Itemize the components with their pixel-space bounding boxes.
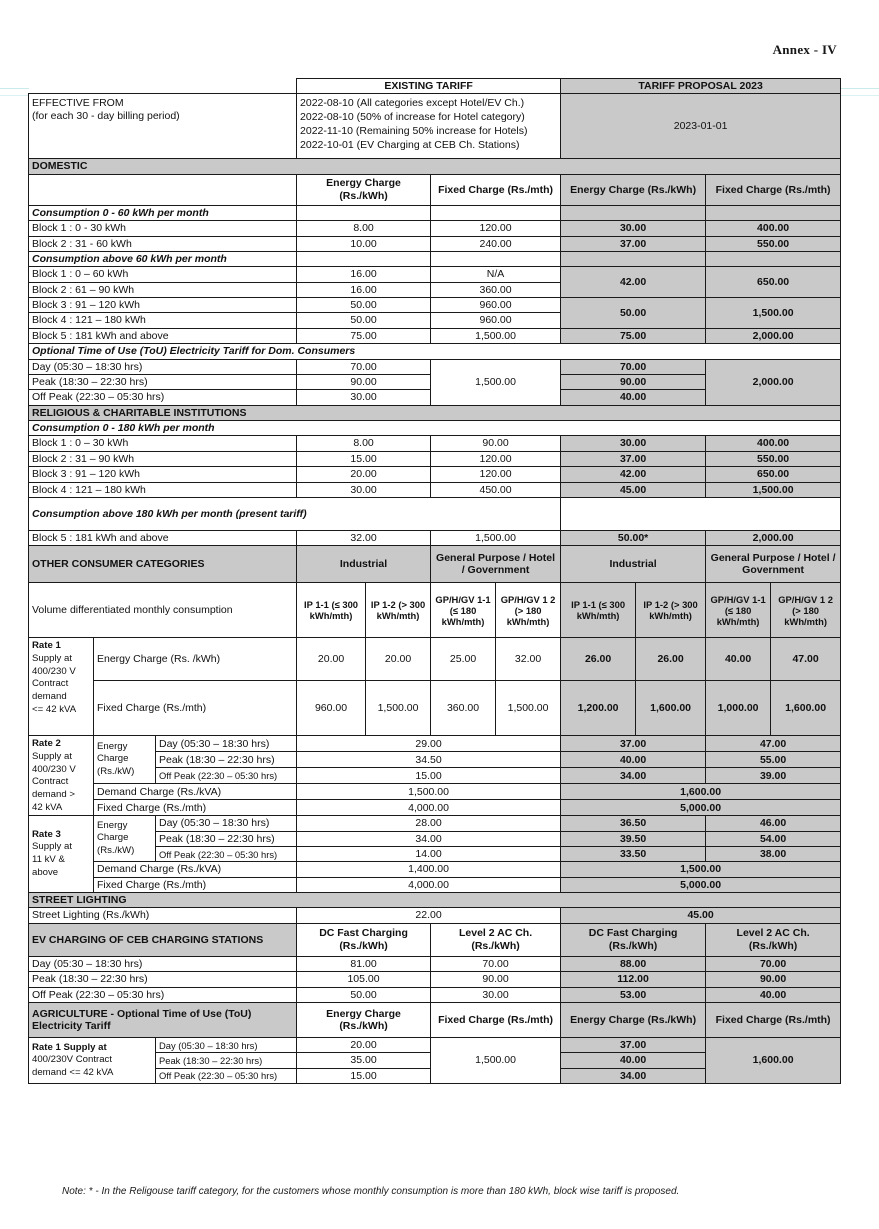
col-level2-proposal bbox=[706, 923, 841, 956]
rate1-label-line3: 400/230 V bbox=[32, 665, 76, 677]
value-old: 4,000.00 bbox=[297, 877, 561, 892]
group-title-tou-domestic: Optional Time of Use (ToU) Electricity Tariff for Dom. Consumers bbox=[29, 344, 841, 359]
rate2-label-line2: Supply at bbox=[32, 750, 73, 762]
energy-old: 50.00 bbox=[297, 298, 431, 313]
subcol-gp12-existing: GP/H/GV 1 2 (> 180 kWh/mth) bbox=[496, 583, 561, 638]
ac-old: 90.00 bbox=[431, 972, 561, 987]
section-title-street-lighting: STREET LIGHTING bbox=[29, 893, 841, 908]
effective-from-cell bbox=[29, 94, 297, 159]
energy-new: 50.00* bbox=[561, 530, 706, 545]
rate3-label-line1: Rate 3 bbox=[32, 828, 61, 840]
value-new: 45.00 bbox=[561, 908, 841, 923]
subcol-gp12-proposal: GP/H/GV 1 2 (> 180 kWh/mth) bbox=[771, 583, 841, 638]
fixed-old: 1,500.00 bbox=[431, 530, 561, 545]
row-label: Off Peak (22:30 – 05:30 hrs) bbox=[29, 390, 297, 405]
row-label: Day (05:30 – 18:30 hrs) bbox=[156, 816, 297, 831]
section-religious-row bbox=[29, 405, 841, 420]
table-row bbox=[29, 956, 841, 971]
row-label: Block 3 : 91 – 120 kWh bbox=[29, 298, 297, 313]
row-label: Peak (18:30 – 22:30 hrs) bbox=[156, 831, 297, 846]
rate2-label-line1: Rate 2 bbox=[32, 738, 61, 750]
fixed-new: 550.00 bbox=[706, 236, 841, 251]
energy-old: 30.00 bbox=[297, 390, 431, 405]
dc-old: 105.00 bbox=[297, 972, 431, 987]
effective-from-sub: (for each 30 - day billing period) bbox=[32, 109, 180, 122]
header-existing-gp: General Purpose / Hotel / Government bbox=[431, 546, 561, 583]
row-label: Block 2 : 31 – 90 kWh bbox=[29, 451, 297, 466]
row-label: Off Peak (22:30 – 05:30 hrs) bbox=[29, 987, 297, 1002]
row-label: Day (05:30 – 18:30 hrs) bbox=[29, 956, 297, 971]
header-tariff-proposal: TARIFF PROPOSAL 2023 bbox=[561, 79, 841, 94]
street-lighting-row bbox=[29, 908, 841, 923]
table-header-row bbox=[29, 79, 841, 94]
energy-old: 10.00 bbox=[297, 236, 431, 251]
existing-date: 2022-10-01 (EV Charging at CEB Ch. Stations) bbox=[300, 138, 520, 151]
energy-new: 30.00 bbox=[561, 436, 706, 451]
row-label: Block 2 : 31 - 60 kWh bbox=[29, 236, 297, 251]
effective-from-row bbox=[29, 94, 841, 159]
value-new-industrial: 33.50 bbox=[561, 846, 706, 861]
footnote: Note: * - In the Religouse tariff category, for the customers whose monthly consumption is more than 180 kWh, block wise tariff is proposed. bbox=[62, 1186, 680, 1197]
fixed-new: 650.00 bbox=[706, 467, 841, 482]
spacer-cell bbox=[431, 205, 561, 220]
value-new-industrial: 40.00 bbox=[561, 752, 706, 768]
header-spacer bbox=[29, 79, 297, 94]
table-row bbox=[29, 530, 841, 545]
section-title-ev-charging: EV CHARGING OF CEB CHARGING STATIONS bbox=[29, 923, 297, 956]
spacer-cell bbox=[706, 205, 841, 220]
col-dc-fast-proposal bbox=[561, 923, 706, 956]
rate2-row-day bbox=[29, 736, 841, 752]
fixed-old: 960.00 bbox=[431, 298, 561, 313]
header-proposal-industrial: Industrial bbox=[561, 546, 706, 583]
ac-new: 70.00 bbox=[706, 956, 841, 971]
col-energy-charge-existing-agri bbox=[297, 1002, 431, 1037]
dc-new: 53.00 bbox=[561, 987, 706, 1002]
rate1-energy-row bbox=[29, 638, 841, 681]
energy-group-line1: Energy bbox=[97, 740, 128, 752]
value-cell: 47.00 bbox=[771, 638, 841, 681]
value-cell: 25.00 bbox=[431, 638, 496, 681]
table-row bbox=[29, 221, 841, 236]
value-new: 5,000.00 bbox=[561, 800, 841, 816]
rate2-fixed-label: Fixed Charge (Rs./mth) bbox=[94, 800, 297, 816]
agri-rate-line2: 400/230V Contract bbox=[32, 1054, 113, 1066]
col-dc-line2: (Rs./kWh) bbox=[339, 939, 388, 952]
row-label: Block 4 : 121 – 180 kWh bbox=[29, 482, 297, 497]
row-label: Block 5 : 181 kWh and above bbox=[29, 530, 297, 545]
section-title-domestic: DOMESTIC bbox=[29, 159, 841, 174]
section-ev-row bbox=[29, 923, 841, 956]
value-new: 1,600.00 bbox=[561, 784, 841, 800]
table-row bbox=[29, 482, 841, 497]
value-new-gp: 46.00 bbox=[706, 816, 841, 831]
col-energy-line2: (Rs./kWh) bbox=[339, 189, 388, 202]
spacer-cell bbox=[561, 251, 706, 266]
energy-group-line2: Charge bbox=[97, 753, 129, 765]
energy-old: 16.00 bbox=[297, 267, 431, 282]
energy-new: 37.00 bbox=[561, 236, 706, 251]
fixed-new-merged: 1,600.00 bbox=[706, 1037, 841, 1083]
domestic-tou-title-row bbox=[29, 344, 841, 359]
header-proposal-gp: General Purpose / Hotel / Government bbox=[706, 546, 841, 583]
energy-old: 15.00 bbox=[297, 1068, 431, 1083]
col-dc-line2: (Rs./kWh) bbox=[608, 939, 658, 952]
religious-group2-title-row bbox=[29, 497, 841, 530]
value-old: 34.00 bbox=[297, 831, 561, 846]
row-label: Block 4 : 121 – 180 kWh bbox=[29, 313, 297, 328]
value-cell: 32.00 bbox=[496, 638, 561, 681]
group-title-consumption-above-180: Consumption above 180 kWh per month (present tariff) bbox=[29, 497, 561, 530]
fixed-old: 1,500.00 bbox=[431, 328, 561, 343]
fixed-old: 960.00 bbox=[431, 313, 561, 328]
row-label: Peak (18:30 – 22:30 hrs) bbox=[156, 752, 297, 768]
energy-new: 37.00 bbox=[561, 1037, 706, 1052]
section-domestic-row bbox=[29, 159, 841, 174]
value-cell: 360.00 bbox=[431, 681, 496, 736]
rate1-label-line6: <= 42 kVA bbox=[32, 703, 77, 715]
energy-old: 70.00 bbox=[297, 359, 431, 374]
rate1-energy-label: Energy Charge (Rs. /kWh) bbox=[94, 638, 297, 681]
annex-label: Annex - IV bbox=[772, 42, 837, 57]
fixed-new: 400.00 bbox=[706, 221, 841, 236]
rate2-label-line6: 42 kVA bbox=[32, 801, 63, 813]
agriculture-row-day bbox=[29, 1037, 841, 1052]
energy-new: 37.00 bbox=[561, 451, 706, 466]
section-agriculture-row bbox=[29, 1002, 841, 1037]
rate2-energy-group-label bbox=[94, 736, 156, 784]
existing-dates-cell bbox=[297, 94, 561, 159]
ac-new: 40.00 bbox=[706, 987, 841, 1002]
row-label: Block 1 : 0 – 30 kWh bbox=[29, 436, 297, 451]
row-label: Day (05:30 – 18:30 hrs) bbox=[156, 736, 297, 752]
rate2-demand-label: Demand Charge (Rs./kVA) bbox=[94, 784, 297, 800]
rate3-label-line4: above bbox=[32, 866, 59, 878]
subcol-ip11-existing: IP 1-1 (≤ 300 kWh/mth) bbox=[297, 583, 366, 638]
value-old: 22.00 bbox=[297, 908, 561, 923]
energy-old: 35.00 bbox=[297, 1053, 431, 1068]
rate1-label-line5: demand bbox=[32, 690, 67, 702]
ac-new: 90.00 bbox=[706, 972, 841, 987]
col-level2-line2: (Rs./kWh) bbox=[471, 939, 520, 952]
section-title-agriculture bbox=[29, 1002, 297, 1037]
table-row bbox=[29, 436, 841, 451]
fixed-new-merged: 2,000.00 bbox=[706, 359, 841, 405]
section-title-religious: RELIGIOUS & CHARITABLE INSTITUTIONS bbox=[29, 405, 841, 420]
rate3-fixed-label: Fixed Charge (Rs./mth) bbox=[94, 877, 297, 892]
col-fixed-charge-existing-agri: Fixed Charge (Rs./mth) bbox=[431, 1002, 561, 1037]
fixed-new: 400.00 bbox=[706, 436, 841, 451]
energy-new-merged: 42.00 bbox=[561, 267, 706, 298]
row-label: Peak (18:30 – 22:30 hrs) bbox=[29, 374, 297, 389]
fixed-new-merged: 1,500.00 bbox=[706, 298, 841, 329]
row-label: Day (05:30 – 18:30 hrs) bbox=[156, 1037, 297, 1052]
rate1-label-line1: Rate 1 bbox=[32, 640, 61, 652]
fixed-new: 2,000.00 bbox=[706, 328, 841, 343]
energy-new: 42.00 bbox=[561, 467, 706, 482]
energy-old: 20.00 bbox=[297, 1037, 431, 1052]
header-existing-tariff: EXISTING TARIFF bbox=[297, 79, 561, 94]
value-cell: 1,000.00 bbox=[706, 681, 771, 736]
spacer-cell bbox=[561, 205, 706, 220]
domestic-group1-title-row bbox=[29, 205, 841, 220]
value-new-gp: 47.00 bbox=[706, 736, 841, 752]
row-label: Peak (18:30 – 22:30 hrs) bbox=[156, 1053, 297, 1068]
row-label: Peak (18:30 – 22:30 hrs) bbox=[29, 972, 297, 987]
other-subheader-row bbox=[29, 583, 841, 638]
fixed-old: 120.00 bbox=[431, 451, 561, 466]
value-cell: 26.00 bbox=[636, 638, 706, 681]
energy-new: 40.00 bbox=[561, 1053, 706, 1068]
value-old: 29.00 bbox=[297, 736, 561, 752]
group-title-consumption-above-60: Consumption above 60 kWh per month bbox=[29, 251, 297, 266]
subcol-gp11-proposal: GP/H/GV 1-1 (≤ 180 kWh/mth) bbox=[706, 583, 771, 638]
subcol-ip12-proposal: IP 1-2 (> 300 kWh/mth) bbox=[636, 583, 706, 638]
energy-new: 70.00 bbox=[561, 359, 706, 374]
row-label: Day (05:30 – 18:30 hrs) bbox=[29, 359, 297, 374]
fixed-new: 550.00 bbox=[706, 451, 841, 466]
col-level2-existing bbox=[431, 923, 561, 956]
fixed-old: 240.00 bbox=[431, 236, 561, 251]
col-energy-line2: (Rs./kWh) bbox=[339, 1019, 388, 1032]
rate2-label-line4: Contract bbox=[32, 776, 69, 788]
col-dc-fast-existing bbox=[297, 923, 431, 956]
group-title-consumption-0-60: Consumption 0 - 60 kWh per month bbox=[29, 205, 297, 220]
value-cell: 1,600.00 bbox=[771, 681, 841, 736]
table-row bbox=[29, 298, 841, 313]
fixed-old: 120.00 bbox=[431, 467, 561, 482]
value-cell: 960.00 bbox=[297, 681, 366, 736]
table-row bbox=[29, 267, 841, 282]
value-old: 4,000.00 bbox=[297, 800, 561, 816]
energy-old: 8.00 bbox=[297, 221, 431, 236]
agriculture-title-line1: AGRICULTURE - Optional Time of Use (ToU) bbox=[32, 1007, 252, 1020]
rate3-energy-group-label bbox=[94, 816, 156, 862]
energy-group-line3: (Rs./kW) bbox=[97, 845, 135, 857]
rate2-fixed-row bbox=[29, 800, 841, 816]
rate1-label bbox=[29, 638, 94, 736]
table-row bbox=[29, 328, 841, 343]
value-old: 15.00 bbox=[297, 768, 561, 784]
value-cell: 26.00 bbox=[561, 638, 636, 681]
dc-old: 81.00 bbox=[297, 956, 431, 971]
row-label: Street Lighting (Rs./kWh) bbox=[29, 908, 297, 923]
table-row bbox=[29, 467, 841, 482]
fixed-old-merged: 1,500.00 bbox=[431, 359, 561, 405]
rate1-fixed-row bbox=[29, 681, 841, 736]
value-cell: 1,600.00 bbox=[636, 681, 706, 736]
value-cell: 20.00 bbox=[366, 638, 431, 681]
row-label: Off Peak (22:30 – 05:30 hrs) bbox=[156, 768, 297, 784]
table-row bbox=[29, 359, 841, 374]
energy-old: 15.00 bbox=[297, 451, 431, 466]
section-street-lighting-row bbox=[29, 893, 841, 908]
fixed-old: 360.00 bbox=[431, 282, 561, 297]
energy-group-line2: Charge bbox=[97, 832, 129, 844]
col-energy-charge-proposal: Energy Charge (Rs./kWh) bbox=[561, 174, 706, 205]
rate3-label bbox=[29, 816, 94, 893]
row-label: Block 5 : 181 kWh and above bbox=[29, 328, 297, 343]
agriculture-rate-label bbox=[29, 1037, 156, 1083]
col-dc-line1: DC Fast Charging bbox=[319, 927, 408, 940]
domestic-group2-title-row bbox=[29, 251, 841, 266]
energy-new: 30.00 bbox=[561, 221, 706, 236]
energy-old: 75.00 bbox=[297, 328, 431, 343]
rate3-label-line2: Supply at bbox=[32, 841, 73, 853]
dc-new: 88.00 bbox=[561, 956, 706, 971]
agriculture-title-line2: Electricity Tariff bbox=[32, 1019, 111, 1032]
domestic-column-header-row bbox=[29, 174, 841, 205]
value-new-industrial: 39.50 bbox=[561, 831, 706, 846]
energy-old: 32.00 bbox=[297, 530, 431, 545]
fixed-new: 1,500.00 bbox=[706, 482, 841, 497]
energy-old: 16.00 bbox=[297, 282, 431, 297]
row-label: Block 2 : 61 – 90 kWh bbox=[29, 282, 297, 297]
energy-new: 45.00 bbox=[561, 482, 706, 497]
row-label: Off Peak (22:30 – 05:30 hrs) bbox=[156, 846, 297, 861]
rate2-label bbox=[29, 736, 94, 816]
energy-new: 34.00 bbox=[561, 1068, 706, 1083]
effective-from-label: EFFECTIVE FROM bbox=[32, 97, 124, 110]
agri-rate-line3: demand <= 42 kVA bbox=[32, 1066, 114, 1078]
rate3-demand-label: Demand Charge (Rs./kVA) bbox=[94, 862, 297, 877]
col-level2-line1: Level 2 AC Ch. bbox=[458, 927, 533, 940]
rate2-label-line3: 400/230 V bbox=[32, 763, 76, 775]
table-row bbox=[29, 972, 841, 987]
col-level2-line1: Level 2 AC Ch. bbox=[736, 927, 810, 940]
value-cell: 1,500.00 bbox=[496, 681, 561, 736]
value-new-industrial: 37.00 bbox=[561, 736, 706, 752]
section-other-row bbox=[29, 546, 841, 583]
table-row bbox=[29, 987, 841, 1002]
row-label: Block 1 : 0 - 30 kWh bbox=[29, 221, 297, 236]
row-label: Block 3 : 91 – 120 kWh bbox=[29, 467, 297, 482]
energy-group-line1: Energy bbox=[97, 819, 128, 831]
rate2-label-line5: demand > bbox=[32, 788, 75, 800]
value-cell: 40.00 bbox=[706, 638, 771, 681]
energy-group-line3: (Rs./kW) bbox=[97, 766, 135, 778]
energy-old: 8.00 bbox=[297, 436, 431, 451]
subcol-ip11-proposal: IP 1-1 (≤ 300 kWh/mth) bbox=[561, 583, 636, 638]
value-cell: 1,200.00 bbox=[561, 681, 636, 736]
domestic-header-blank bbox=[29, 174, 297, 205]
fixed-new: 2,000.00 bbox=[706, 530, 841, 545]
existing-date: 2022-08-10 (50% of increase for Hotel category) bbox=[300, 111, 525, 124]
rate3-row-day bbox=[29, 816, 841, 831]
energy-old: 50.00 bbox=[297, 313, 431, 328]
value-old: 28.00 bbox=[297, 816, 561, 831]
subcol-ip12-existing: IP 1-2 (> 300 kWh/mth) bbox=[366, 583, 431, 638]
value-new-gp: 55.00 bbox=[706, 752, 841, 768]
value-new-gp: 38.00 bbox=[706, 846, 841, 861]
rate1-label-line2: Supply at bbox=[32, 652, 73, 664]
spacer-cell bbox=[706, 251, 841, 266]
value-old: 1,500.00 bbox=[297, 784, 561, 800]
fixed-old-merged: 1,500.00 bbox=[431, 1037, 561, 1083]
value-new-gp: 39.00 bbox=[706, 768, 841, 784]
energy-old: 30.00 bbox=[297, 482, 431, 497]
col-fixed-charge-proposal-agri: Fixed Charge (Rs./mth) bbox=[706, 1002, 841, 1037]
energy-new: 75.00 bbox=[561, 328, 706, 343]
rate3-fixed-row bbox=[29, 877, 841, 892]
table-row bbox=[29, 451, 841, 466]
section-title-other-consumer: OTHER CONSUMER CATEGORIES bbox=[29, 546, 297, 583]
ac-old: 30.00 bbox=[431, 987, 561, 1002]
header-existing-industrial: Industrial bbox=[297, 546, 431, 583]
volume-differentiated-label: Volume differentiated monthly consumption bbox=[29, 583, 297, 638]
col-energy-line1: Energy Charge bbox=[326, 1007, 401, 1020]
fixed-old: 120.00 bbox=[431, 221, 561, 236]
dc-old: 50.00 bbox=[297, 987, 431, 1002]
value-old: 1,400.00 bbox=[297, 862, 561, 877]
dc-new: 112.00 bbox=[561, 972, 706, 987]
table-row bbox=[29, 236, 841, 251]
col-dc-line1: DC Fast Charging bbox=[588, 927, 678, 940]
rate3-demand-row bbox=[29, 862, 841, 877]
proposal-date: 2023-01-01 bbox=[561, 94, 841, 159]
spacer-cell bbox=[431, 251, 561, 266]
value-new: 1,500.00 bbox=[561, 862, 841, 877]
col-energy-line1: Energy Charge bbox=[326, 177, 401, 190]
ac-old: 70.00 bbox=[431, 956, 561, 971]
energy-new: 90.00 bbox=[561, 374, 706, 389]
value-new: 5,000.00 bbox=[561, 877, 841, 892]
energy-old: 20.00 bbox=[297, 467, 431, 482]
value-old: 14.00 bbox=[297, 846, 561, 861]
value-new-gp: 54.00 bbox=[706, 831, 841, 846]
agri-rate-line1: Rate 1 Supply at bbox=[32, 1041, 107, 1053]
value-new-industrial: 34.00 bbox=[561, 768, 706, 784]
fixed-old: 90.00 bbox=[431, 436, 561, 451]
group-title-consumption-0-180: Consumption 0 - 180 kWh per month bbox=[29, 421, 841, 436]
col-energy-charge-proposal-agri: Energy Charge (Rs./kWh) bbox=[561, 1002, 706, 1037]
rate2-demand-row bbox=[29, 784, 841, 800]
fixed-old: N/A bbox=[431, 267, 561, 282]
existing-date: 2022-11-10 (Remaining 50% increase for Hotels) bbox=[300, 125, 528, 138]
row-label: Off Peak (22:30 – 05:30 hrs) bbox=[156, 1068, 297, 1083]
energy-old: 90.00 bbox=[297, 374, 431, 389]
subcol-gp11-existing: GP/H/GV 1-1 (≤ 180 kWh/mth) bbox=[431, 583, 496, 638]
spacer-cell bbox=[561, 497, 841, 530]
col-fixed-charge-existing: Fixed Charge (Rs./mth) bbox=[431, 174, 561, 205]
value-old: 34.50 bbox=[297, 752, 561, 768]
tariff-table bbox=[28, 78, 841, 1084]
rate1-label-line4: Contract bbox=[32, 678, 69, 690]
row-label: Block 1 : 0 – 60 kWh bbox=[29, 267, 297, 282]
rate1-fixed-label: Fixed Charge (Rs./mth) bbox=[94, 681, 297, 736]
spacer-cell bbox=[297, 205, 431, 220]
value-new-industrial: 36.50 bbox=[561, 816, 706, 831]
spacer-cell bbox=[297, 251, 431, 266]
col-level2-line2: (Rs./kWh) bbox=[748, 939, 798, 952]
fixed-new-merged: 650.00 bbox=[706, 267, 841, 298]
col-energy-charge-existing bbox=[297, 174, 431, 205]
value-cell: 20.00 bbox=[297, 638, 366, 681]
col-fixed-charge-proposal: Fixed Charge (Rs./mth) bbox=[706, 174, 841, 205]
energy-new: 40.00 bbox=[561, 390, 706, 405]
value-cell: 1,500.00 bbox=[366, 681, 431, 736]
religious-group1-title-row bbox=[29, 421, 841, 436]
rate3-label-line3: 11 kV & bbox=[32, 854, 65, 866]
existing-date: 2022-08-10 (All categories except Hotel/EV Ch.) bbox=[300, 97, 525, 110]
fixed-old: 450.00 bbox=[431, 482, 561, 497]
energy-new-merged: 50.00 bbox=[561, 298, 706, 329]
